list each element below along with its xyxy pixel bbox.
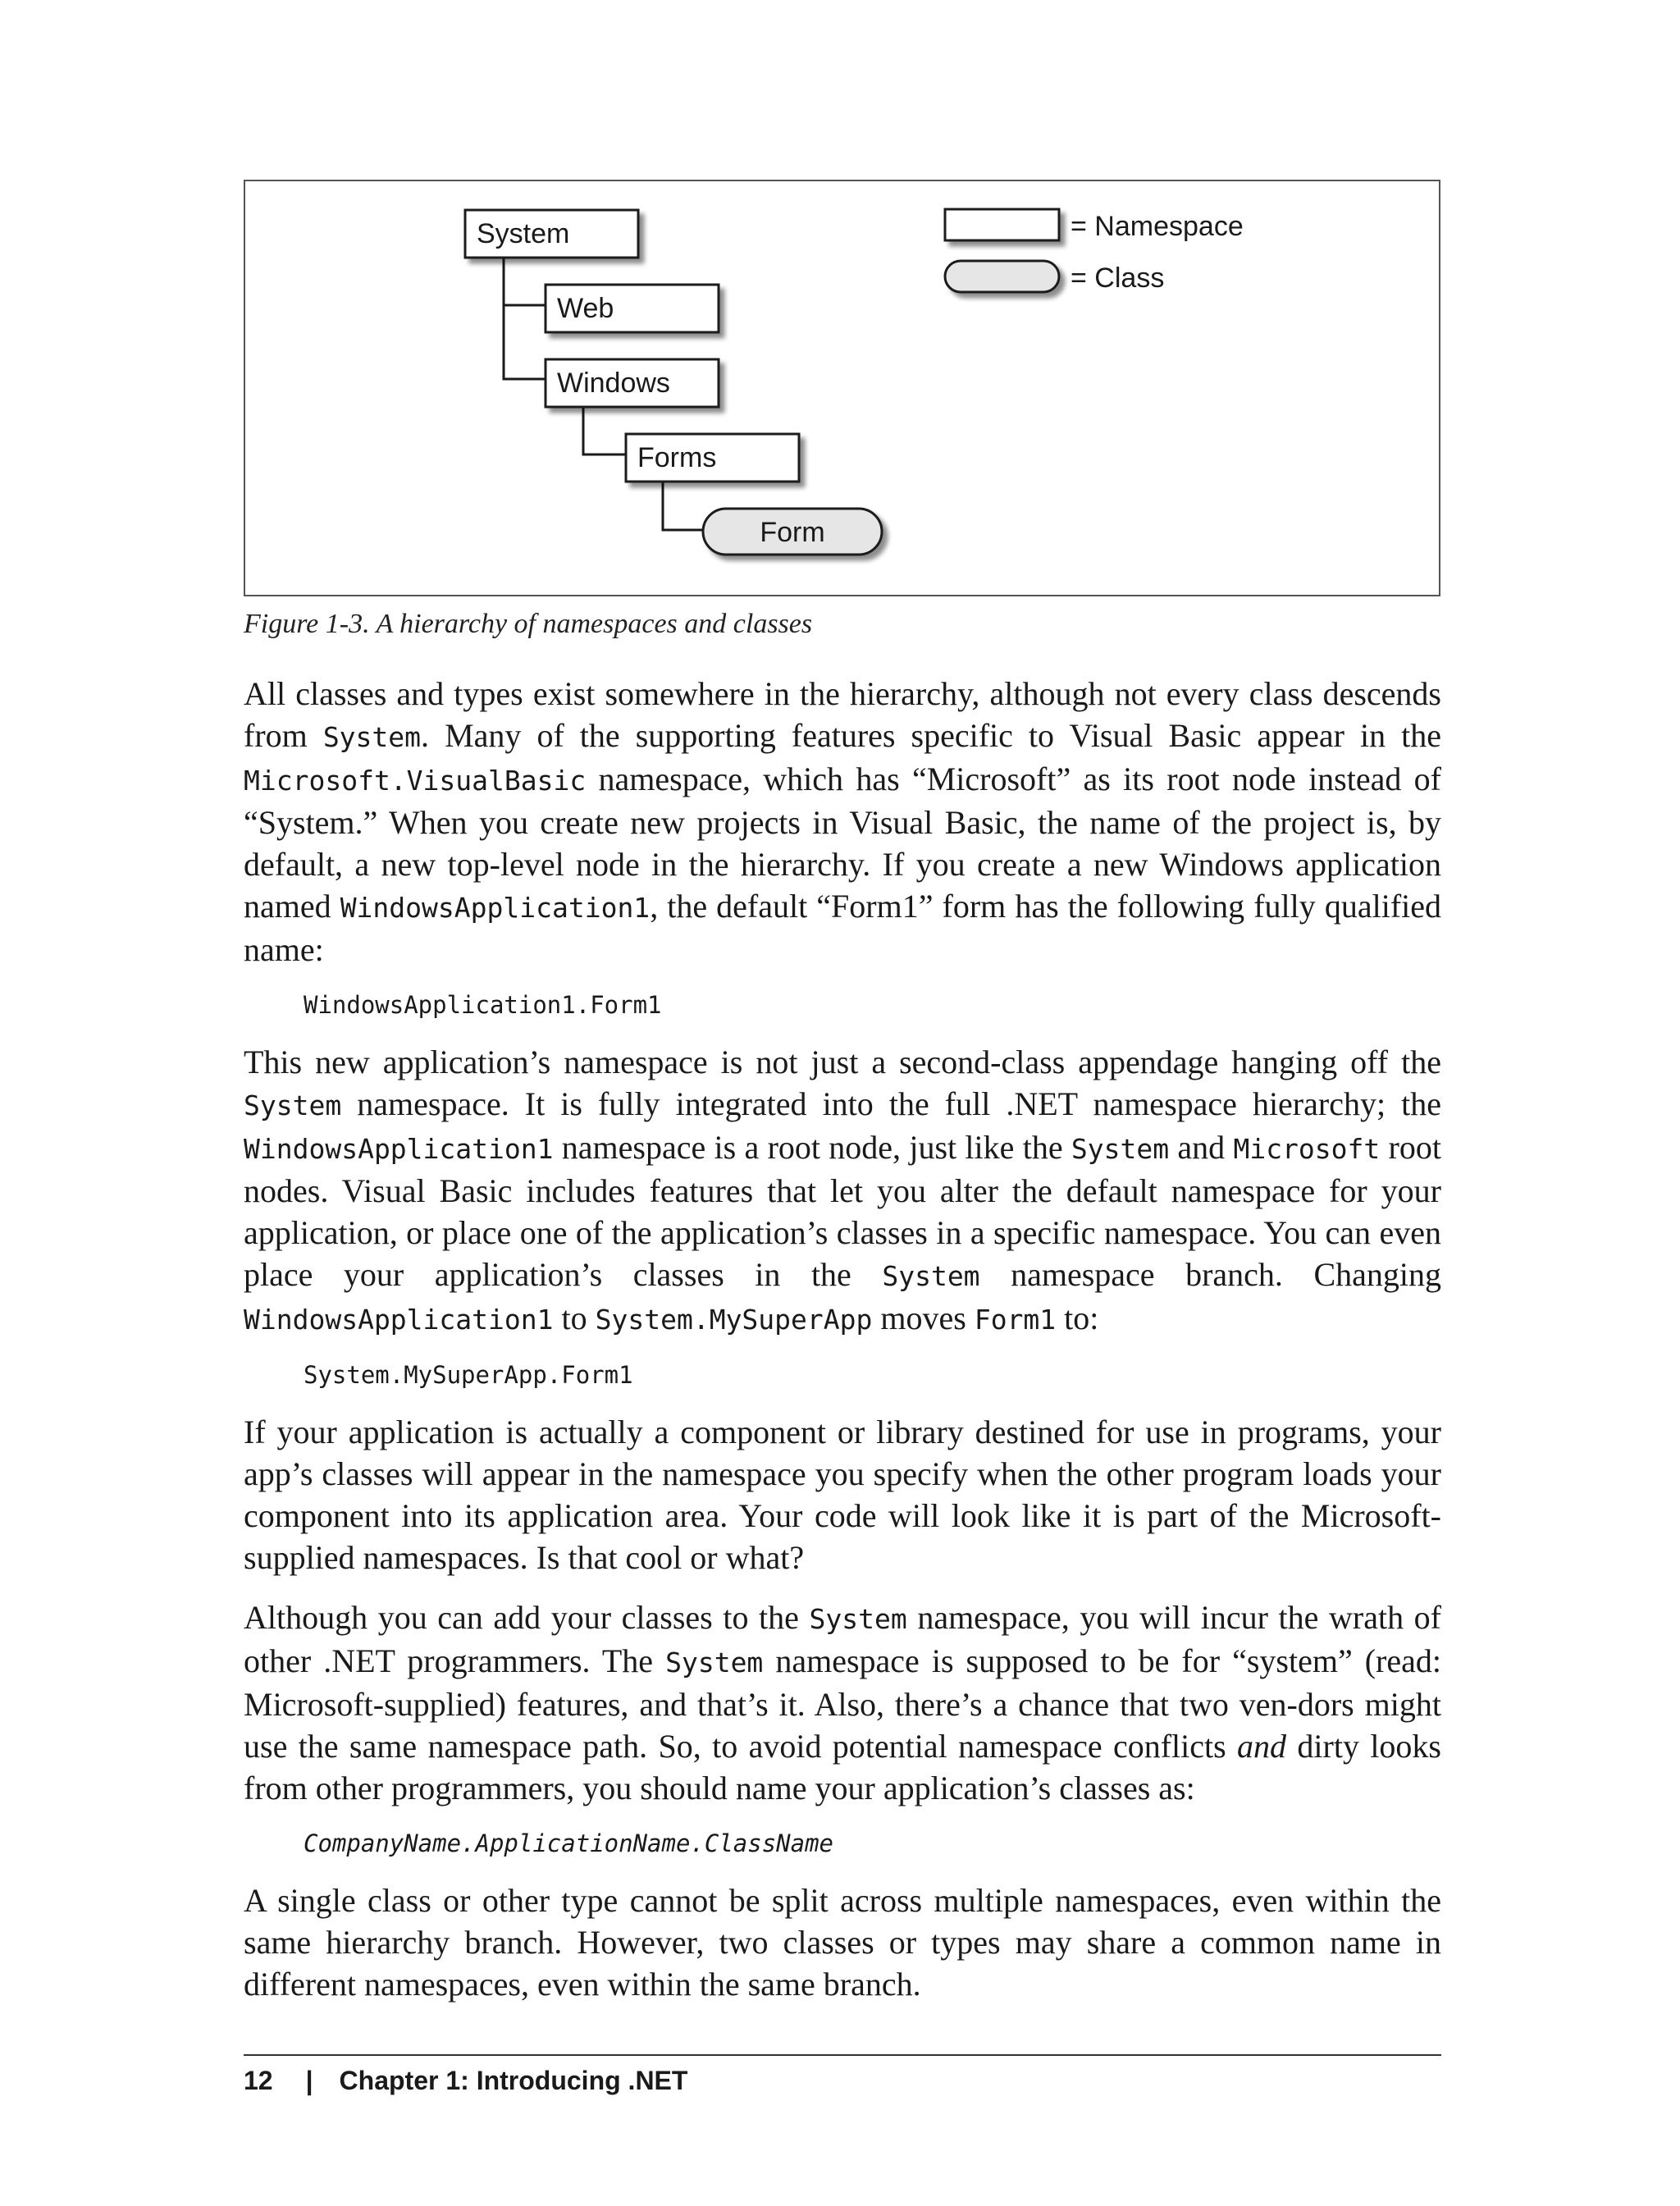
legend-class-label: = Class	[1071, 263, 1165, 294]
paragraph-1: All classes and types exist somewhere in the hierarchy, although not every class descends from System. Many of the supporting features specific to Visual Basic appear in the Microsoft.VisualBasic namespace, which has “Microsoft” as its root node instead of “System.” When you create new projects in Visual Basic, the name of the project is, by default, a new top-level node in the hierarchy. If you create a new Windows application named WindowsApplication1, the default “Form1” form has the following fully qualified name:	[244, 675, 1442, 968]
footer-divider	[244, 2054, 1441, 2056]
body-text	[244, 673, 1441, 2023]
legend-namespace-swatch	[945, 209, 1059, 240]
paragraph-4: Although you can add your classes to the System namespace, you will incur the wrath of other .NET programmers. The System namespace is supposed to be for “system” (read: Microsoft-supplied) features, and that’s it. Also, there’s a chance that two ven-dors might use the same namespace path. So, to avoid potential namespace conflicts and dirty looks from other programmers, you should name your application’s classes as:	[244, 1599, 1441, 1806]
code-example-1: WindowsApplication1.Form1	[304, 991, 662, 1019]
node-web	[546, 285, 719, 332]
node-forms-label: Forms	[637, 442, 717, 473]
node-web-label: Web	[557, 293, 614, 324]
legend	[945, 209, 1244, 294]
legend-class-swatch	[945, 261, 1059, 292]
legend-namespace-label: = Namespace	[1071, 211, 1244, 242]
node-form-class	[703, 509, 882, 555]
node-system-label: System	[477, 218, 570, 249]
node-system	[465, 210, 638, 258]
node-form-label: Form	[760, 517, 825, 548]
code-example-2: System.MySuperApp.Form1	[304, 1361, 633, 1389]
connector-windows-forms	[583, 407, 626, 454]
chapter-title: Chapter 1: Introducing .NET	[339, 2066, 688, 2095]
code-example-3: CompanyName.ApplicationName.ClassName	[304, 1829, 834, 1857]
page-footer	[244, 2066, 687, 2096]
node-forms	[626, 434, 799, 482]
connector-system-windows	[504, 258, 546, 379]
paragraph-2: This new application’s namespace is not just a second-class appendage hanging off the System namespace. It is fully integrated into the full .NET namespace hierarchy; the WindowsApplication1 namespace is a root node, just like the System and Microsoft root nodes. Visual Basic includes features that let you alter the default namespace for your application, or place one of the application’s classes in a specific namespace. You can even place your application’s classes in the System namespace branch. Changing WindowsApplication1 to System.MySuperApp moves Form1 to:	[244, 1044, 1441, 1336]
footer-separator: |	[305, 2066, 313, 2095]
paragraph-3: If your application is actually a component or library destined for use in programs, your app’s classes will appear in the namespace you specify when the other program loads your component into its application area. Your code will look like it is part of the Microsoft-supplied namespaces. Is that cool or what?	[244, 1414, 1441, 1576]
node-windows	[546, 359, 719, 407]
paragraph-5: A single class or other type cannot be split across multiple namespaces, even within the same hierarchy branch. However, two classes or types may share a common name in different namespaces, even within the same branch.	[244, 1882, 1441, 2003]
page-number: 12	[244, 2066, 273, 2095]
connector-forms-form	[663, 482, 703, 530]
figure-frame	[244, 180, 1440, 596]
node-windows-label: Windows	[557, 368, 670, 399]
namespace-hierarchy-diagram	[245, 181, 1442, 598]
figure-caption: Figure 1-3. A hierarchy of namespaces and classes	[244, 609, 813, 639]
